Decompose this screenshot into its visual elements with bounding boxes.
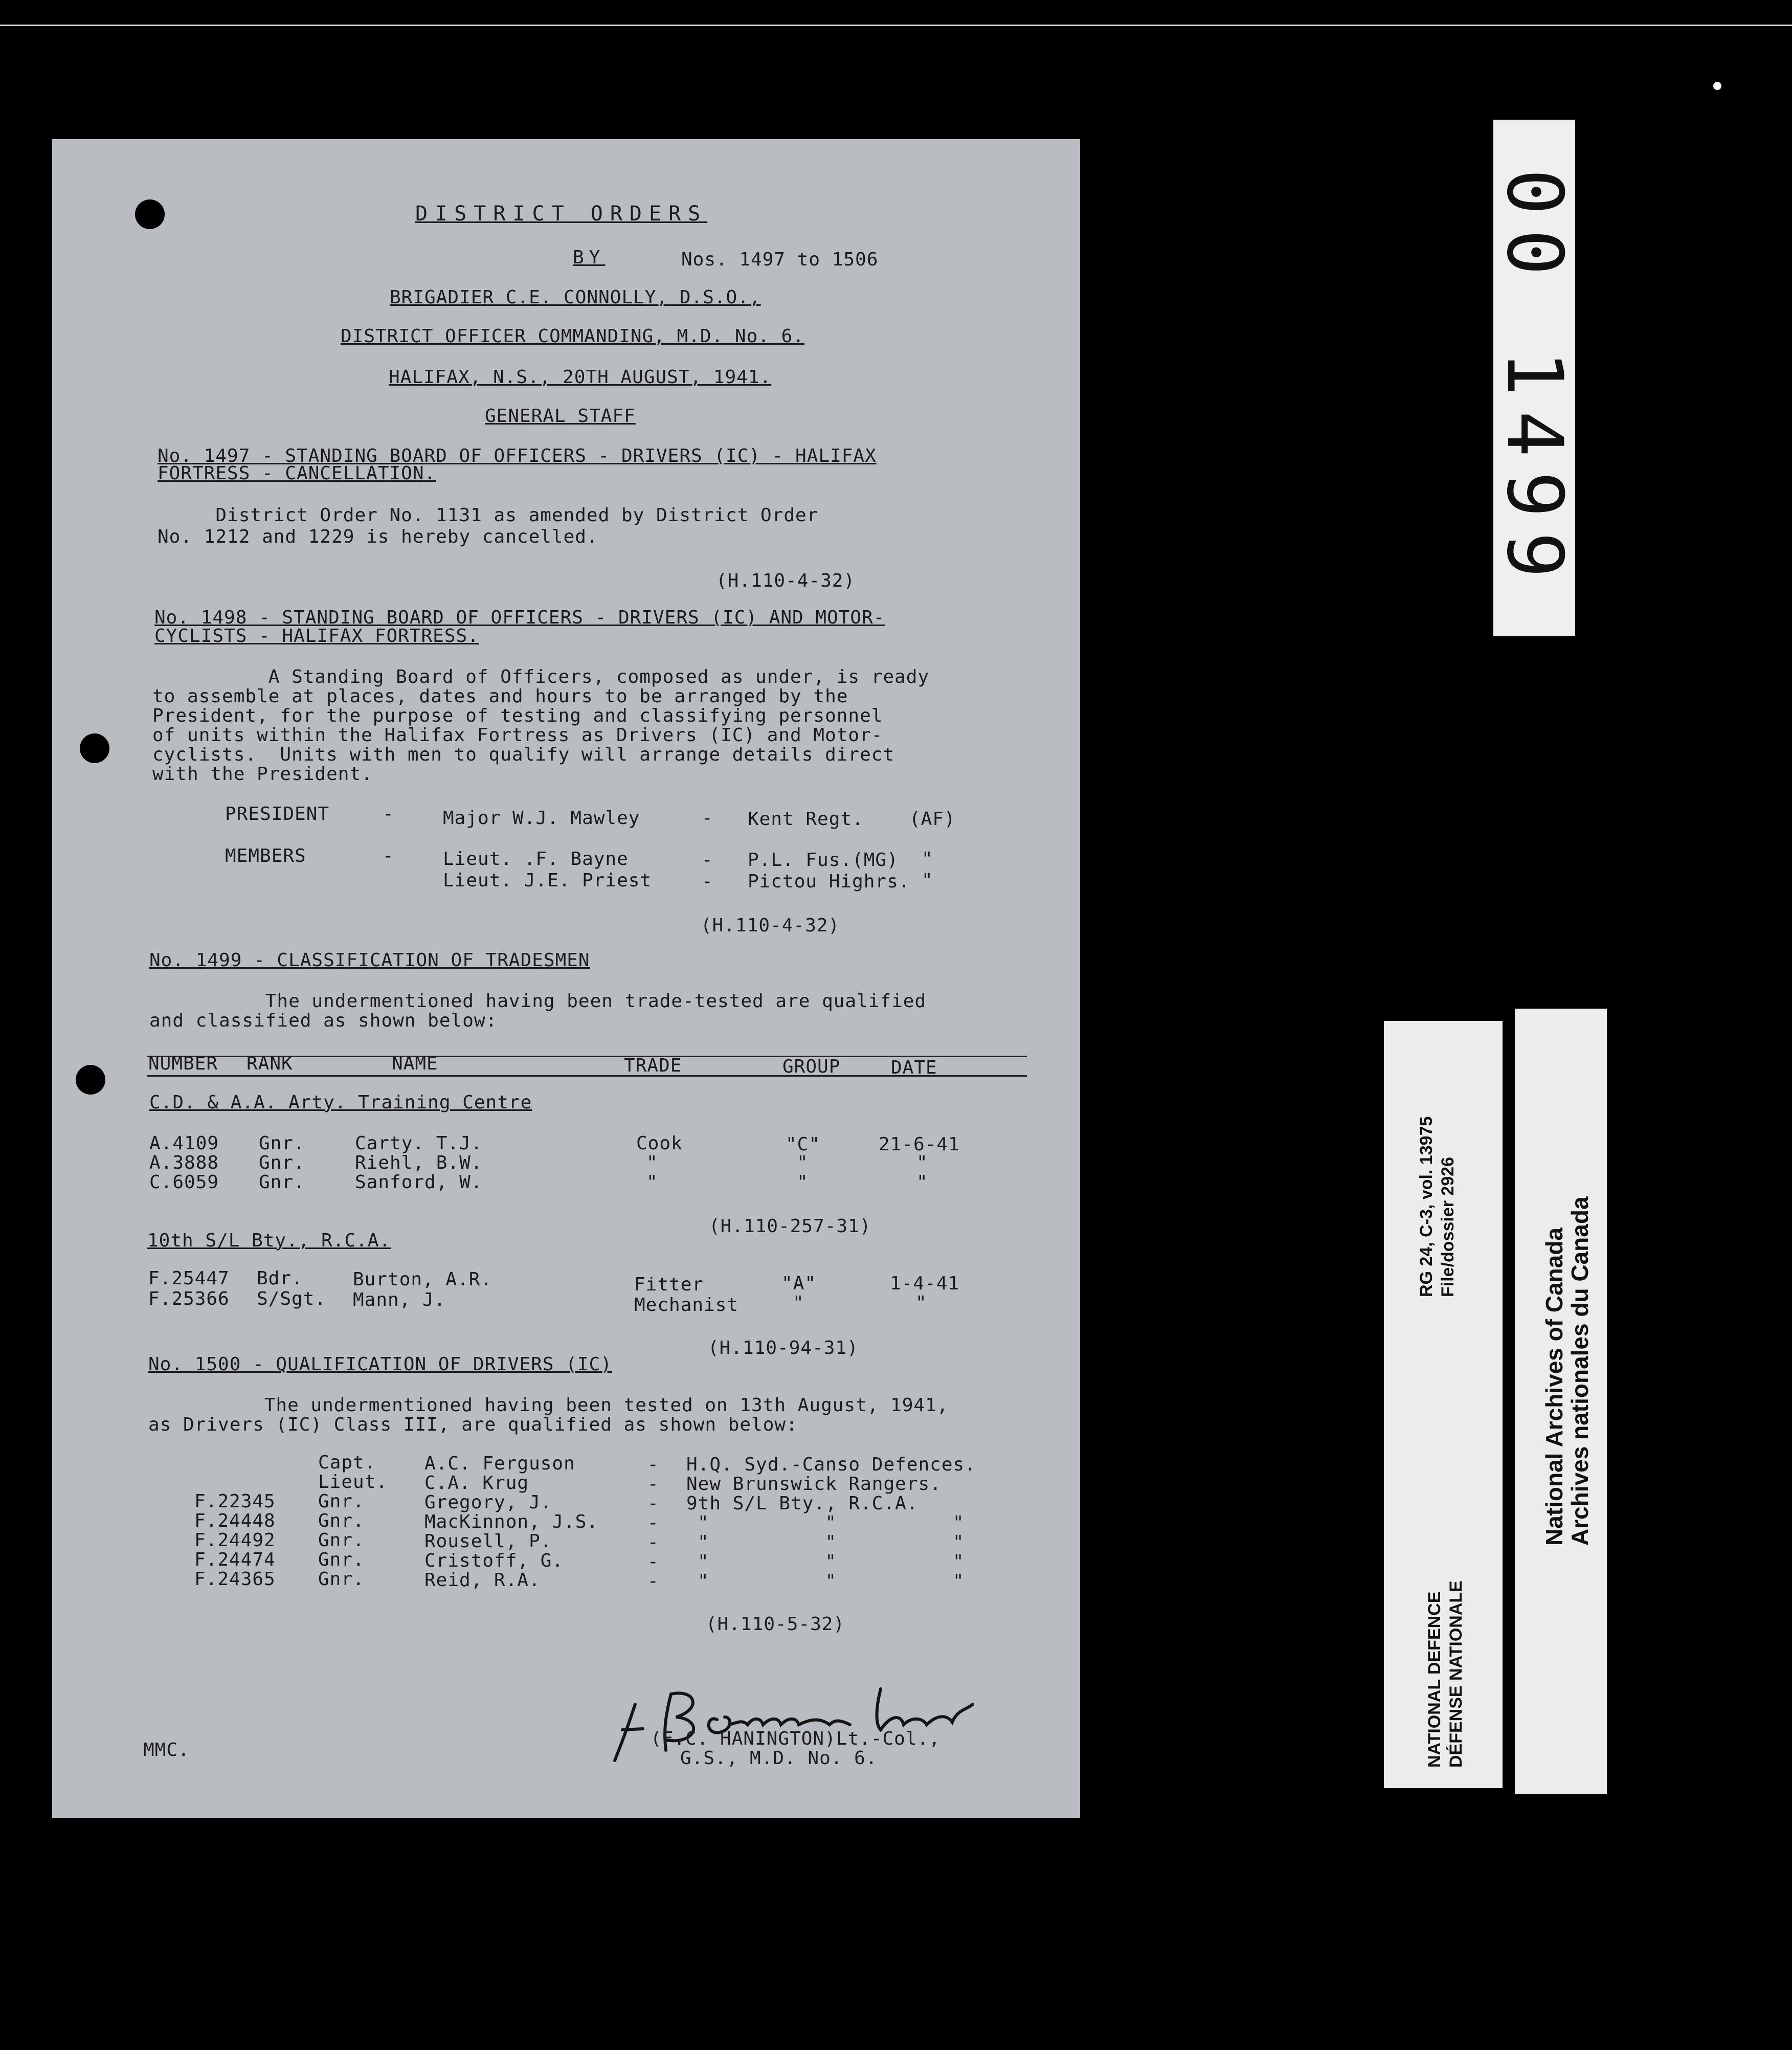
punch-hole bbox=[76, 1065, 105, 1095]
table-cell: Fitter bbox=[634, 1274, 704, 1295]
order-1499-body: and classified as shown below: bbox=[149, 1010, 498, 1031]
film-corner-mark bbox=[1713, 82, 1721, 90]
driver-cell: Gnr. bbox=[318, 1549, 365, 1570]
president-note: (AF) bbox=[909, 809, 956, 830]
punch-hole bbox=[80, 733, 109, 763]
driver-cell: Gnr. bbox=[318, 1530, 365, 1551]
driver-cell: - bbox=[647, 1454, 659, 1475]
driver-cell: MacKinnon, J.S. bbox=[424, 1511, 599, 1532]
issuing-officer: BRIGADIER C.E. CONNOLLY, D.S.O., bbox=[390, 287, 761, 308]
order-1500-body: as Drivers (IC) Class III, are qualified as shown below: bbox=[148, 1414, 798, 1435]
order-1498-body: A Standing Board of Officers, composed as under, is ready bbox=[152, 666, 930, 687]
order-1500-reference: (H.110-5-32) bbox=[706, 1614, 845, 1635]
member-note: " bbox=[922, 849, 933, 870]
unit-heading: C.D. & A.A. Arty. Training Centre bbox=[149, 1092, 532, 1113]
table-cell: " bbox=[646, 1152, 658, 1173]
section-heading: GENERAL STAFF bbox=[485, 406, 636, 427]
order-1500-body: The undermentioned having been tested on 13th August, 1941, bbox=[148, 1395, 949, 1416]
member-unit: P.L. Fus.(MG) bbox=[748, 850, 899, 871]
driver-cell: F.24492 bbox=[194, 1530, 276, 1551]
reference-line: RG 24, C-3, vol. 13975 bbox=[1417, 1116, 1436, 1297]
table-cell: Gnr. bbox=[259, 1152, 305, 1173]
driver-cell: F.22345 bbox=[194, 1491, 276, 1512]
order-1498-body: of units within the Halifax Fortress as Drivers (IC) and Motor- bbox=[152, 725, 883, 746]
order-1498-body: with the President. bbox=[152, 764, 373, 785]
by-label: BY bbox=[573, 247, 606, 268]
table-cell: S/Sgt. bbox=[257, 1288, 327, 1309]
driver-cell: " " " bbox=[698, 1532, 965, 1553]
signatory-name: (F.C. HANINGTON)Lt.-Col., bbox=[651, 1728, 940, 1749]
members-label: MEMBERS bbox=[225, 845, 306, 866]
typist-initials: MMC. bbox=[143, 1740, 190, 1761]
table-cell: Mann, J. bbox=[353, 1289, 446, 1310]
document-title: DISTRICT ORDERS bbox=[415, 202, 708, 226]
archives-name: Archives nationales du Canada bbox=[1566, 1196, 1593, 1546]
table-cell: C.6059 bbox=[149, 1172, 219, 1193]
film-edge-line bbox=[0, 25, 1792, 26]
dash: - bbox=[702, 850, 713, 871]
table-cell: F.25366 bbox=[148, 1288, 230, 1309]
driver-cell: - bbox=[647, 1493, 659, 1514]
frame-number-strip bbox=[1490, 120, 1579, 636]
order-1499-reference: (H.110-94-31) bbox=[708, 1338, 859, 1358]
national-archives-label bbox=[1515, 1009, 1607, 1794]
driver-cell: Gnr. bbox=[318, 1569, 365, 1590]
table-cell: Sanford, W. bbox=[355, 1172, 483, 1193]
order-1500-heading: No. 1500 - QUALIFICATION OF DRIVERS (IC) bbox=[148, 1354, 612, 1375]
table-cell: Gnr. bbox=[259, 1133, 305, 1154]
driver-cell: F.24365 bbox=[194, 1569, 276, 1590]
member-note: " bbox=[922, 870, 933, 891]
driver-cell: Capt. bbox=[318, 1452, 376, 1473]
order-1497-heading: No. 1497 - STANDING BOARD OF OFFICERS - DRIVERS (IC) - HALIFAX bbox=[158, 445, 877, 466]
dash: - bbox=[383, 804, 394, 825]
order-1498-body: to assemble at places, dates and hours to be arranged by the bbox=[152, 686, 848, 707]
order-1498-reference: (H.110-4-32) bbox=[701, 915, 840, 936]
punch-hole bbox=[135, 199, 165, 229]
driver-cell: H.Q. Syd.-Canso Defences. bbox=[686, 1454, 976, 1475]
driver-cell: Gregory, J. bbox=[424, 1492, 552, 1513]
driver-cell: " " " bbox=[698, 1571, 965, 1592]
column-header: DATE bbox=[891, 1057, 937, 1078]
archives-name: National Archives of Canada bbox=[1541, 1227, 1567, 1546]
table-cell: " bbox=[916, 1172, 928, 1193]
order-1499-body: The undermentioned having been trade-tested are qualified bbox=[149, 991, 927, 1012]
driver-cell: " " " bbox=[698, 1551, 965, 1572]
unit-heading: 10th S/L Bty., R.C.A. bbox=[147, 1230, 391, 1251]
table-cell: " bbox=[797, 1152, 809, 1173]
president-unit: Kent Regt. bbox=[748, 809, 864, 830]
table-cell: Gnr. bbox=[259, 1172, 305, 1193]
department-label: DÉFENSE NATIONALE bbox=[1446, 1580, 1466, 1768]
table-cell: "A" bbox=[781, 1273, 817, 1294]
order-1497-reference: (H.110-4-32) bbox=[716, 570, 856, 591]
member-name: Lieut. J.E. Priest bbox=[443, 870, 652, 891]
driver-cell: Reid, R.A. bbox=[424, 1570, 541, 1591]
driver-cell: - bbox=[647, 1532, 659, 1553]
driver-cell: - bbox=[647, 1512, 659, 1533]
driver-cell: - bbox=[647, 1571, 659, 1592]
table-cell: Burton, A.R. bbox=[353, 1269, 492, 1290]
order-1498-heading: No. 1498 - STANDING BOARD OF OFFICERS - DRIVERS (IC) AND MOTOR- bbox=[154, 607, 885, 628]
driver-cell: A.C. Ferguson bbox=[424, 1453, 575, 1474]
driver-cell: New Brunswick Rangers. bbox=[686, 1474, 942, 1495]
driver-cell: Cristoff, G. bbox=[424, 1550, 564, 1571]
column-header: NUMBER bbox=[148, 1053, 218, 1074]
reference-line: File/dossier 2926 bbox=[1438, 1156, 1458, 1297]
column-header: TRADE bbox=[624, 1055, 682, 1076]
dash: - bbox=[702, 808, 713, 829]
driver-cell: Lieut. bbox=[318, 1472, 388, 1492]
column-header: NAME bbox=[392, 1053, 438, 1074]
place-date: HALIFAX, N.S., 20TH AUGUST, 1941. bbox=[389, 367, 772, 388]
officer-position: DISTRICT OFFICER COMMANDING, M.D. No. 6. bbox=[341, 326, 804, 347]
order-1497-heading: FORTRESS - CANCELLATION. bbox=[158, 463, 436, 484]
table-cell: 1-4-41 bbox=[890, 1273, 960, 1294]
driver-cell: Gnr. bbox=[318, 1491, 365, 1512]
table-cell: " bbox=[915, 1293, 927, 1313]
driver-cell: - bbox=[647, 1551, 659, 1572]
table-cell: A.4109 bbox=[149, 1133, 219, 1154]
signatory-title: G.S., M.D. No. 6. bbox=[680, 1748, 878, 1769]
president-label: PRESIDENT bbox=[225, 804, 330, 825]
member-name: Lieut. .F. Bayne bbox=[443, 849, 629, 870]
driver-cell: " " " bbox=[698, 1512, 965, 1533]
table-cell: Mechanist bbox=[634, 1295, 739, 1316]
driver-cell: C.A. Krug bbox=[424, 1473, 529, 1494]
member-unit: Pictou Highrs. bbox=[748, 871, 910, 892]
driver-cell: F.24448 bbox=[194, 1510, 276, 1531]
order-1497-body: No. 1212 and 1229 is hereby cancelled. bbox=[158, 526, 598, 547]
table-cell: 21-6-41 bbox=[879, 1134, 960, 1155]
table-cell: " bbox=[646, 1172, 658, 1193]
table-cell: Cook bbox=[636, 1133, 683, 1154]
driver-cell: Gnr. bbox=[318, 1510, 365, 1531]
table-cell: " bbox=[797, 1172, 809, 1193]
driver-cell: F.24474 bbox=[194, 1549, 276, 1570]
order-1498-body: cyclists. Units with men to qualify will arrange details direct bbox=[152, 744, 895, 765]
frame-number: 00 1499 bbox=[1490, 168, 1579, 593]
driver-cell: 9th S/L Bty., R.C.A. bbox=[686, 1493, 919, 1514]
department-label: NATIONAL DEFENCE bbox=[1425, 1591, 1444, 1768]
dash: - bbox=[702, 871, 713, 892]
table-cell: A.3888 bbox=[149, 1152, 219, 1173]
order-numbers: Nos. 1497 to 1506 bbox=[681, 249, 879, 270]
order-1498-body: President, for the purpose of testing and classifying personnel bbox=[152, 705, 883, 726]
table-cell: F.25447 bbox=[148, 1268, 230, 1289]
order-1497-body: District Order No. 1131 as amended by District Order bbox=[158, 505, 819, 526]
order-1498-heading: CYCLISTS - HALIFAX FORTRESS. bbox=[154, 626, 479, 647]
dash: - bbox=[383, 845, 394, 866]
column-header: RANK bbox=[247, 1053, 293, 1074]
table-cell: " bbox=[793, 1293, 804, 1313]
driver-cell: Rousell, P. bbox=[424, 1531, 552, 1552]
document-page bbox=[52, 139, 1080, 1818]
table-cell: Riehl, B.W. bbox=[355, 1152, 483, 1173]
table-cell: " bbox=[916, 1152, 928, 1173]
table-cell: "C" bbox=[786, 1134, 821, 1155]
table-cell: Carty. T.J. bbox=[355, 1133, 483, 1154]
column-header: GROUP bbox=[782, 1056, 841, 1077]
driver-cell: - bbox=[647, 1474, 659, 1495]
table-cell: Bdr. bbox=[257, 1268, 303, 1289]
order-1499-heading: No. 1499 - CLASSIFICATION OF TRADESMEN bbox=[149, 950, 590, 971]
archive-reference-label bbox=[1384, 1021, 1503, 1788]
order-1499-reference: (H.110-257-31) bbox=[709, 1216, 871, 1237]
president-name: Major W.J. Mawley bbox=[443, 808, 640, 829]
